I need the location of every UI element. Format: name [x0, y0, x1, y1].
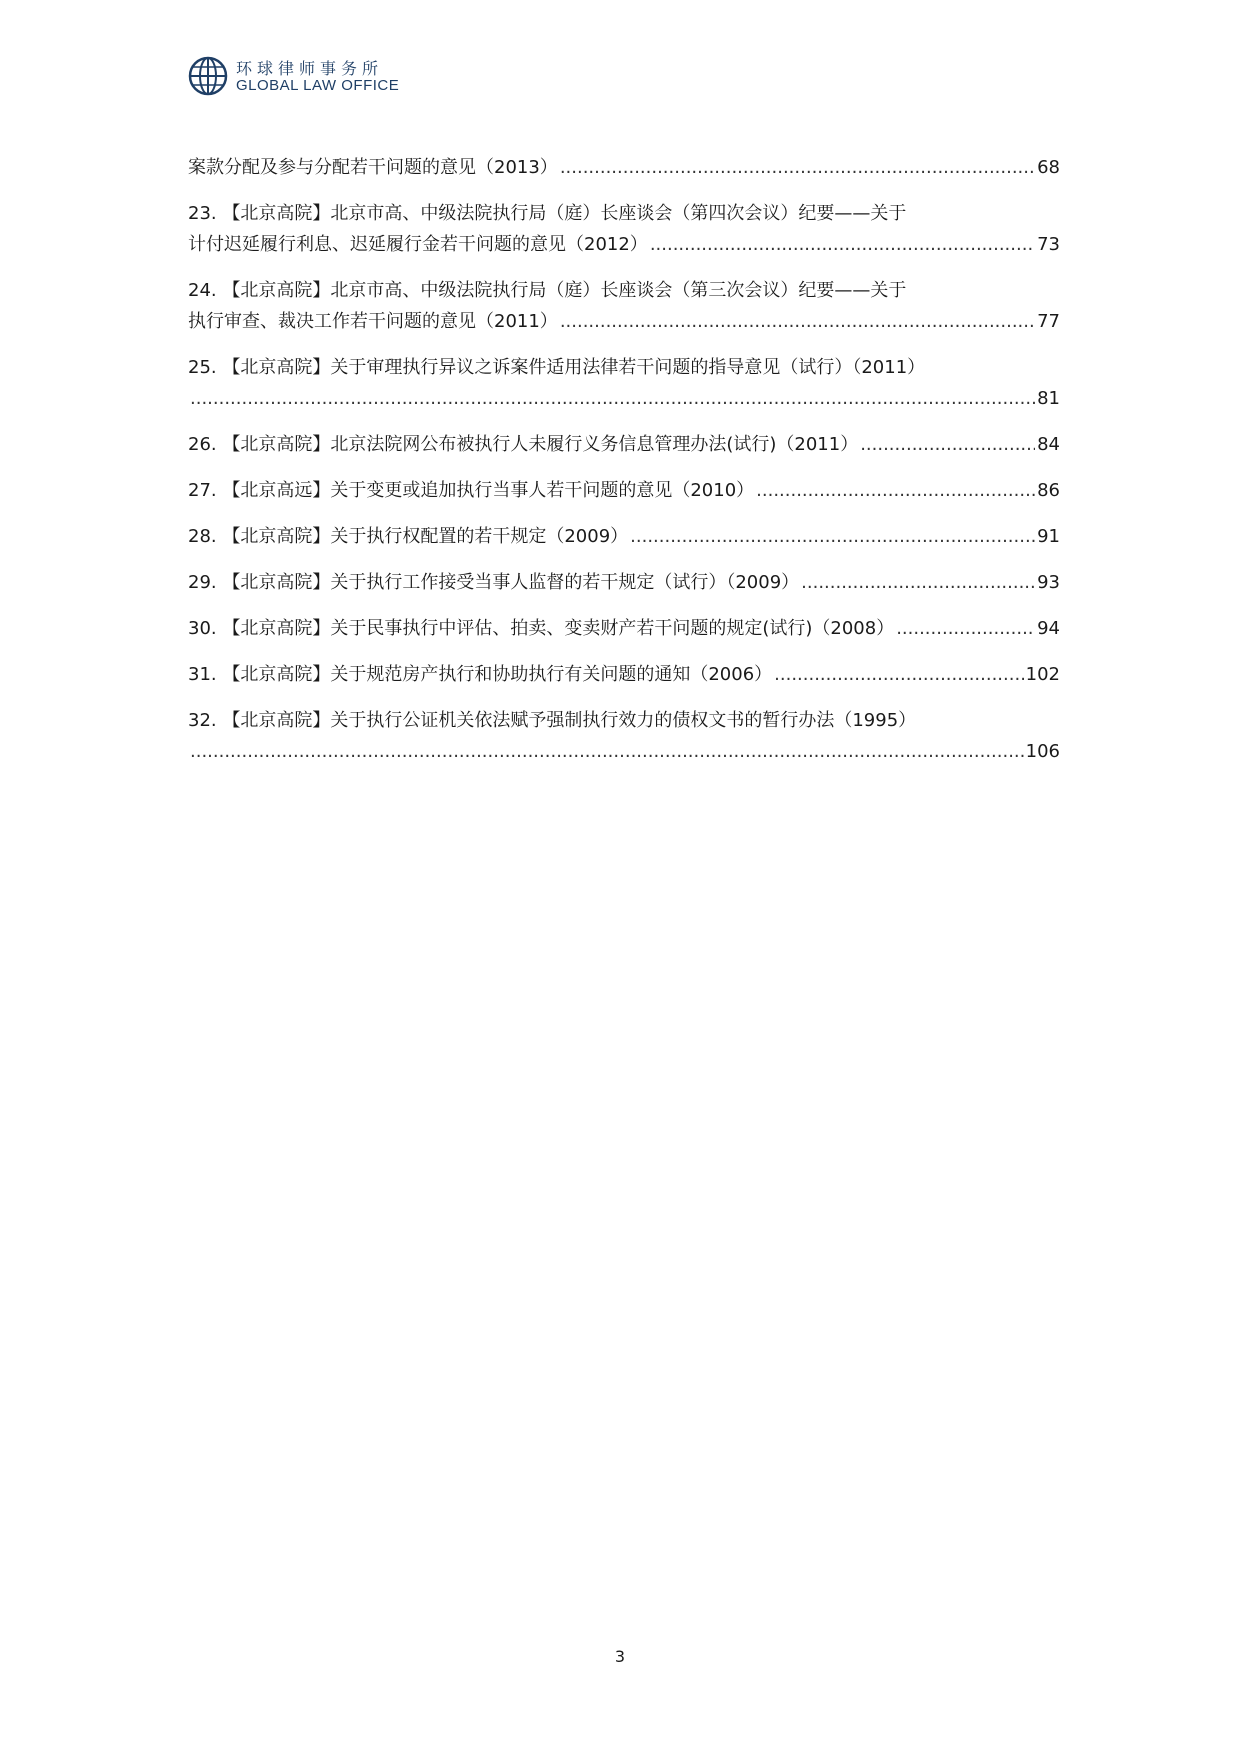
toc-entry-last-line	[188, 475, 1060, 506]
toc-entry[interactable]	[188, 521, 1060, 552]
logo-chinese-name: 环球律师事务所	[236, 59, 384, 78]
toc-entry-last-line	[188, 152, 1060, 183]
toc-entry[interactable]	[188, 429, 1060, 460]
toc-entry-last-line	[188, 429, 1060, 460]
toc-entry-title-line: 24. 【北京高院】北京市高、中级法院执行局（庭）长座谈会（第三次会议）纪要——关于	[188, 280, 907, 301]
toc-page-number: 102	[1025, 664, 1060, 685]
toc-entry-last-line	[188, 306, 1060, 337]
toc-entry[interactable]	[188, 198, 1060, 260]
toc-entry[interactable]	[188, 352, 1060, 414]
toc-entry-title: 案款分配及参与分配若干问题的意见（2013）	[188, 157, 558, 178]
toc-leader-dots	[774, 659, 1023, 690]
toc-page-number: 106	[1025, 741, 1060, 762]
toc-entry-title: 29. 【北京高院】关于执行工作接受当事人监督的若干规定（试行）（2009）	[188, 572, 800, 593]
toc-entry-title-line: 23. 【北京高院】北京市高、中级法院执行局（庭）长座谈会（第四次会议）纪要——关于	[188, 203, 907, 224]
toc-entry-title-line: 25. 【北京高院】关于审理执行异议之诉案件适用法律若干问题的指导意见（试行）（2011）	[188, 357, 926, 378]
toc-entry[interactable]	[188, 567, 1060, 598]
page-number: 3	[614, 1647, 626, 1666]
toc-page-number: 81	[1037, 388, 1060, 409]
toc-leader-dots	[860, 429, 1035, 460]
toc-entry-last-line	[188, 521, 1060, 552]
toc-leader-dots	[630, 521, 1035, 552]
toc-leader-dots	[650, 229, 1035, 260]
logo-english-name: GLOBAL LAW OFFICE	[236, 77, 400, 94]
toc-leader-dots	[756, 475, 1035, 506]
toc-leader-dots	[896, 613, 1035, 644]
toc-entry-title: 执行审查、裁决工作若干问题的意见（2011）	[188, 311, 558, 332]
toc-entry-title: 计付迟延履行利息、迟延履行金若干问题的意见（2012）	[188, 234, 648, 255]
toc-page-number: 91	[1037, 526, 1060, 547]
toc-entry-title: 31. 【北京高院】关于规范房产执行和协助执行有关问题的通知（2006）	[188, 664, 773, 685]
toc-leader-dots	[190, 736, 1024, 767]
header-logo	[188, 52, 428, 102]
toc-entry-last-line	[188, 567, 1060, 598]
toc-entry-title: 28. 【北京高院】关于执行权配置的若干规定（2009）	[188, 526, 629, 547]
globe-logo-icon	[188, 56, 228, 96]
toc-entry-last-line	[188, 613, 1060, 644]
toc-leader-dots	[560, 306, 1035, 337]
toc-page-number: 77	[1037, 311, 1060, 332]
toc-entry-last-line	[188, 659, 1060, 690]
toc-entry-title: 30. 【北京高院】关于民事执行中评估、拍卖、变卖财产若干问题的规定(试行)（2008）	[188, 618, 895, 639]
toc-page-number: 94	[1037, 618, 1060, 639]
toc-leader-dots	[801, 567, 1035, 598]
toc-entry[interactable]	[188, 613, 1060, 644]
toc-entry[interactable]	[188, 475, 1060, 506]
toc-page-number: 86	[1037, 480, 1060, 501]
toc-leader-dots	[190, 383, 1035, 414]
toc-entry[interactable]	[188, 705, 1060, 767]
toc-page-number: 84	[1037, 434, 1060, 455]
toc-page-number: 73	[1037, 234, 1060, 255]
toc-leader-dots	[560, 152, 1035, 183]
toc-entry-last-line	[188, 383, 1060, 414]
toc-page-number: 68	[1037, 157, 1060, 178]
toc-entry-last-line	[188, 229, 1060, 260]
toc-page-number: 93	[1037, 572, 1060, 593]
table-of-contents	[188, 152, 1060, 782]
toc-entry-title-line: 32. 【北京高院】关于执行公证机关依法赋予强制执行效力的债权文书的暂行办法（1995）	[188, 710, 917, 731]
toc-entry[interactable]	[188, 659, 1060, 690]
toc-entry[interactable]	[188, 152, 1060, 183]
toc-entry-last-line	[188, 736, 1060, 767]
toc-entry-title: 26. 【北京高院】北京法院网公布被执行人未履行义务信息管理办法(试行)（2011）	[188, 434, 859, 455]
toc-entry-title: 27. 【北京高远】关于变更或追加执行当事人若干问题的意见（2010）	[188, 480, 755, 501]
toc-entry[interactable]	[188, 275, 1060, 337]
